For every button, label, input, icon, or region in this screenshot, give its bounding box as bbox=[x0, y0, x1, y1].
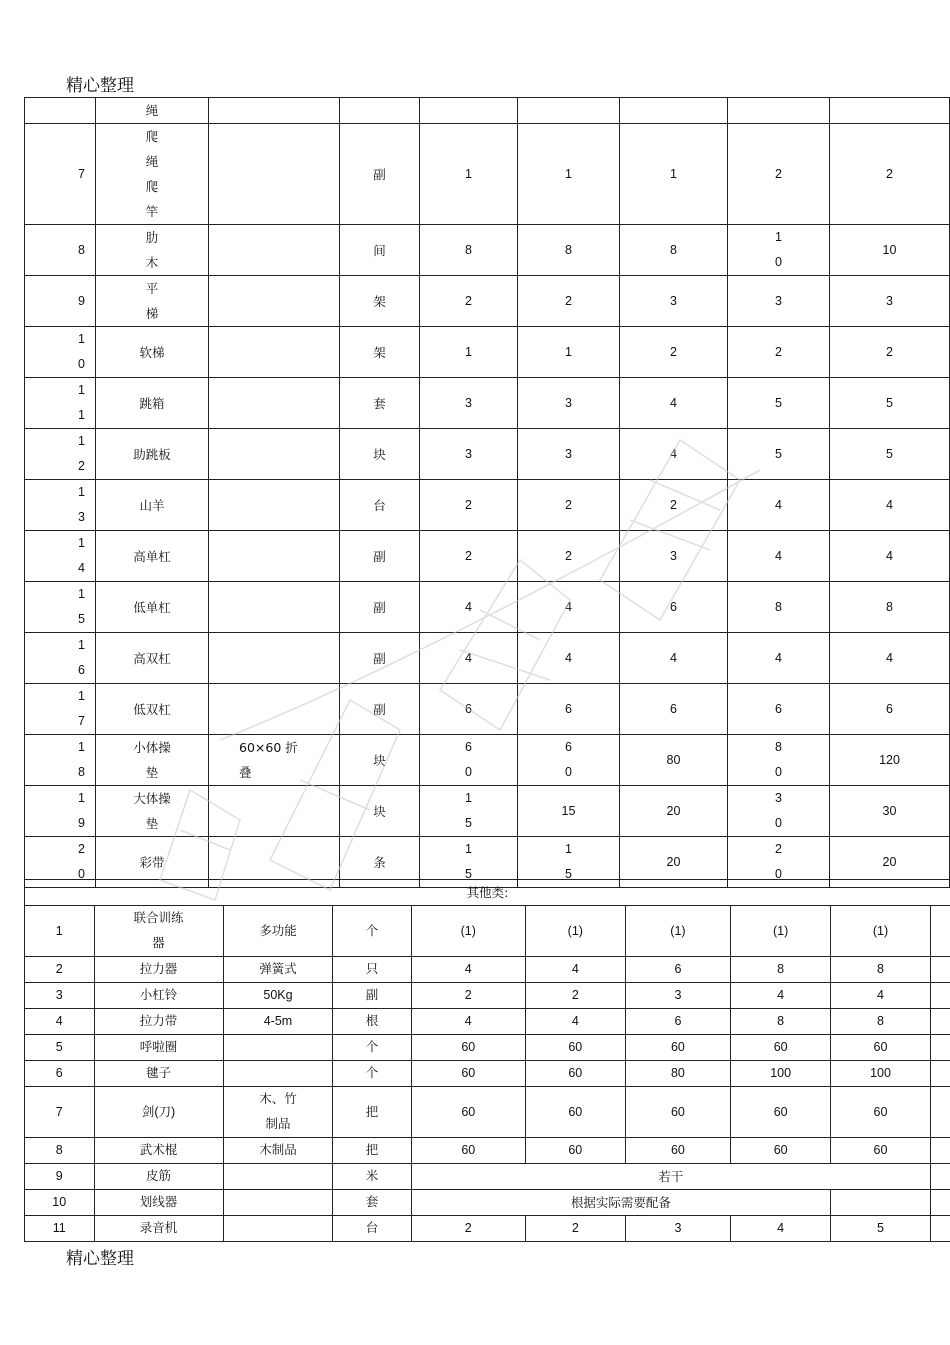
value-cell: 4 bbox=[620, 429, 728, 480]
value-cell: 8 bbox=[518, 225, 620, 276]
value-cell: 2 bbox=[518, 276, 620, 327]
edge-cell bbox=[930, 1061, 950, 1087]
no-cell: 8 bbox=[25, 225, 96, 276]
value-cell: 2 bbox=[620, 480, 728, 531]
value-cell: 60 bbox=[411, 1061, 525, 1087]
value-cell: 4 bbox=[728, 633, 830, 684]
value-cell bbox=[420, 98, 518, 124]
table-row bbox=[25, 276, 950, 327]
unit-cell: 块 bbox=[340, 786, 420, 837]
value-cell: (1) bbox=[525, 906, 625, 957]
value-cell: 30 bbox=[830, 786, 950, 837]
name-cell: 毽子 bbox=[94, 1061, 223, 1087]
value-cell: 2 bbox=[525, 983, 625, 1009]
name-cell: 爬 绳 爬 竿 bbox=[96, 124, 209, 225]
value-cell: 3 bbox=[420, 378, 518, 429]
table-row bbox=[25, 1087, 950, 1138]
no-cell bbox=[25, 98, 96, 124]
value-cell: 8 bbox=[831, 957, 931, 983]
value-cell: 6 bbox=[728, 684, 830, 735]
no-cell: 6 bbox=[25, 1061, 95, 1087]
value-cell: 60 bbox=[525, 1061, 625, 1087]
value-cell: 60 bbox=[731, 1087, 831, 1138]
value-cell: 4 bbox=[728, 480, 830, 531]
edge-cell bbox=[930, 1138, 950, 1164]
value-cell: 4 bbox=[411, 957, 525, 983]
spec-cell bbox=[209, 684, 340, 735]
spec-cell bbox=[209, 633, 340, 684]
value-cell: 80 bbox=[625, 1061, 731, 1087]
value-cell: 1 5 bbox=[420, 837, 518, 888]
no-cell: 8 bbox=[25, 1138, 95, 1164]
value-cell: 15 bbox=[518, 786, 620, 837]
unit-cell: 副 bbox=[340, 684, 420, 735]
table-row bbox=[25, 684, 950, 735]
value-cell: 60 bbox=[525, 1035, 625, 1061]
unit-cell: 副 bbox=[340, 582, 420, 633]
spec-cell bbox=[209, 124, 340, 225]
value-cell: 100 bbox=[731, 1061, 831, 1087]
edge-cell bbox=[930, 1216, 950, 1242]
value-cell: 4 bbox=[525, 1009, 625, 1035]
value-cell: 60 bbox=[731, 1138, 831, 1164]
spec-cell: 4-5m bbox=[223, 1009, 333, 1035]
equipment-table-lower bbox=[24, 879, 950, 1242]
unit-cell: 副 bbox=[333, 983, 411, 1009]
no-cell: 2 bbox=[25, 957, 95, 983]
name-cell: 低单杠 bbox=[96, 582, 209, 633]
table-row bbox=[25, 1216, 950, 1242]
value-cell: 8 bbox=[731, 957, 831, 983]
value-cell: 6 bbox=[420, 684, 518, 735]
spec-cell bbox=[209, 378, 340, 429]
value-cell: 2 bbox=[420, 276, 518, 327]
name-cell: 高双杠 bbox=[96, 633, 209, 684]
value-cell: 6 0 bbox=[420, 735, 518, 786]
unit-cell: 条 bbox=[340, 837, 420, 888]
table-row bbox=[25, 633, 950, 684]
value-cell: 60 bbox=[411, 1035, 525, 1061]
value-cell: 6 bbox=[625, 1009, 731, 1035]
edge-cell bbox=[930, 906, 950, 957]
unit-cell: 架 bbox=[340, 276, 420, 327]
value-cell: 8 bbox=[831, 1009, 931, 1035]
value-cell: 5 bbox=[728, 429, 830, 480]
value-cell: 80 bbox=[620, 735, 728, 786]
value-cell: (1) bbox=[731, 906, 831, 957]
unit-cell: 副 bbox=[340, 633, 420, 684]
name-cell: 剑(刀) bbox=[94, 1087, 223, 1138]
unit-cell bbox=[340, 98, 420, 124]
name-cell: 划线器 bbox=[94, 1190, 223, 1216]
value-cell: 60 bbox=[411, 1087, 525, 1138]
value-cell: 6 bbox=[518, 684, 620, 735]
name-cell: 拉力器 bbox=[94, 957, 223, 983]
value-cell: 1 5 bbox=[518, 837, 620, 888]
name-cell: 联合训练 器 bbox=[94, 906, 223, 957]
value-cell bbox=[728, 98, 830, 124]
value-cell: 4 bbox=[830, 633, 950, 684]
unit-cell: 只 bbox=[333, 957, 411, 983]
value-cell: 120 bbox=[830, 735, 950, 786]
value-cell: 60 bbox=[411, 1138, 525, 1164]
unit-cell: 副 bbox=[340, 531, 420, 582]
unit-cell: 块 bbox=[340, 735, 420, 786]
spec-cell: 多功能 bbox=[223, 906, 333, 957]
name-cell: 小体操 垫 bbox=[96, 735, 209, 786]
unit-cell: 间 bbox=[340, 225, 420, 276]
table-row bbox=[25, 378, 950, 429]
no-cell: 1 8 bbox=[25, 735, 96, 786]
value-cell: 8 0 bbox=[728, 735, 830, 786]
edge-cell bbox=[930, 1190, 950, 1216]
value-cell: 8 bbox=[420, 225, 518, 276]
no-cell: 1 bbox=[25, 906, 95, 957]
value-cell: 60 bbox=[525, 1138, 625, 1164]
name-cell: 跳箱 bbox=[96, 378, 209, 429]
value-cell: 2 bbox=[518, 480, 620, 531]
table-row bbox=[25, 983, 950, 1009]
value-cell: 6 bbox=[620, 684, 728, 735]
no-cell: 1 2 bbox=[25, 429, 96, 480]
no-cell: 1 1 bbox=[25, 378, 96, 429]
value-cell: 20 bbox=[620, 786, 728, 837]
value-cell: 2 bbox=[518, 531, 620, 582]
merged-value-cell: 若干 bbox=[411, 1164, 930, 1190]
table-row bbox=[25, 429, 950, 480]
spec-cell bbox=[223, 1164, 333, 1190]
spec-cell: 木制品 bbox=[223, 1138, 333, 1164]
table-row bbox=[25, 1164, 950, 1190]
value-cell: 1 bbox=[420, 124, 518, 225]
no-cell: 3 bbox=[25, 983, 95, 1009]
table-row bbox=[25, 1190, 950, 1216]
value-cell: 8 bbox=[830, 582, 950, 633]
value-cell: 2 bbox=[420, 480, 518, 531]
value-cell: 20 bbox=[620, 837, 728, 888]
value-cell: 3 bbox=[728, 276, 830, 327]
value-cell: 3 bbox=[625, 1216, 731, 1242]
value-cell bbox=[830, 98, 950, 124]
value-cell: 5 bbox=[728, 378, 830, 429]
value-cell: 2 bbox=[420, 531, 518, 582]
value-cell: 4 bbox=[830, 480, 950, 531]
value-cell: 4 bbox=[411, 1009, 525, 1035]
edge-cell bbox=[930, 1164, 950, 1190]
spec-cell: 60×60 折 叠 bbox=[209, 735, 340, 786]
value-cell: 4 bbox=[420, 582, 518, 633]
value-cell: 1 5 bbox=[420, 786, 518, 837]
value-cell: 2 bbox=[525, 1216, 625, 1242]
spec-cell bbox=[223, 1035, 333, 1061]
value-cell: 4 bbox=[518, 633, 620, 684]
name-cell: 高单杠 bbox=[96, 531, 209, 582]
value-cell: 3 bbox=[518, 378, 620, 429]
name-cell: 拉力带 bbox=[94, 1009, 223, 1035]
value-cell: 4 bbox=[420, 633, 518, 684]
page-footer: 精心整理 bbox=[66, 1249, 134, 1269]
no-cell: 7 bbox=[25, 1087, 95, 1138]
table-row bbox=[25, 906, 950, 957]
value-cell: 1 0 bbox=[728, 225, 830, 276]
name-cell: 皮筋 bbox=[94, 1164, 223, 1190]
name-cell: 软梯 bbox=[96, 327, 209, 378]
value-cell: 3 bbox=[620, 531, 728, 582]
value-cell: 1 bbox=[620, 124, 728, 225]
equipment-table-upper bbox=[24, 97, 950, 888]
unit-cell: 台 bbox=[333, 1216, 411, 1242]
value-cell: 1 bbox=[420, 327, 518, 378]
page-header: 精心整理 bbox=[66, 76, 134, 96]
value-cell: 4 bbox=[620, 378, 728, 429]
section-title: 其他类: bbox=[25, 880, 950, 906]
value-cell: 5 bbox=[830, 429, 950, 480]
name-cell: 低双杠 bbox=[96, 684, 209, 735]
value-cell: 60 bbox=[731, 1035, 831, 1061]
value-cell: 4 bbox=[518, 582, 620, 633]
no-cell: 1 3 bbox=[25, 480, 96, 531]
unit-cell: 架 bbox=[340, 327, 420, 378]
value-cell bbox=[518, 98, 620, 124]
spec-cell bbox=[209, 786, 340, 837]
no-cell: 5 bbox=[25, 1035, 95, 1061]
edge-cell bbox=[930, 957, 950, 983]
no-cell: 1 5 bbox=[25, 582, 96, 633]
no-cell: 4 bbox=[25, 1009, 95, 1035]
name-cell: 录音机 bbox=[94, 1216, 223, 1242]
table-row bbox=[25, 327, 950, 378]
value-cell: (1) bbox=[411, 906, 525, 957]
no-cell: 2 0 bbox=[25, 837, 96, 888]
table-row bbox=[25, 957, 950, 983]
table-row bbox=[25, 531, 950, 582]
value-cell: 60 bbox=[625, 1087, 731, 1138]
unit-cell: 米 bbox=[333, 1164, 411, 1190]
value-cell: 4 bbox=[525, 957, 625, 983]
value-cell: 6 bbox=[830, 684, 950, 735]
value-cell: 2 bbox=[411, 983, 525, 1009]
no-cell: 11 bbox=[25, 1216, 95, 1242]
value-cell: 4 bbox=[731, 983, 831, 1009]
unit-cell: 把 bbox=[333, 1087, 411, 1138]
value-cell: 3 bbox=[518, 429, 620, 480]
no-cell: 9 bbox=[25, 1164, 95, 1190]
unit-cell: 套 bbox=[333, 1190, 411, 1216]
value-cell: 8 bbox=[728, 582, 830, 633]
value-cell: 8 bbox=[731, 1009, 831, 1035]
value-cell: 4 bbox=[831, 983, 931, 1009]
spec-cell: 木、竹 制品 bbox=[223, 1087, 333, 1138]
unit-cell: 根 bbox=[333, 1009, 411, 1035]
spec-cell bbox=[209, 276, 340, 327]
table-row bbox=[25, 225, 950, 276]
edge-cell bbox=[930, 983, 950, 1009]
edge-cell bbox=[930, 1087, 950, 1138]
value-cell: 60 bbox=[831, 1138, 931, 1164]
name-cell: 绳 bbox=[96, 98, 209, 124]
unit-cell: 个 bbox=[333, 906, 411, 957]
value-cell: (1) bbox=[625, 906, 731, 957]
value-cell: 4 bbox=[728, 531, 830, 582]
spec-cell bbox=[223, 1190, 333, 1216]
table-row bbox=[25, 1138, 950, 1164]
spec-cell: 弹簧式 bbox=[223, 957, 333, 983]
table-row bbox=[25, 582, 950, 633]
spec-cell: 50Kg bbox=[223, 983, 333, 1009]
spec-cell bbox=[209, 480, 340, 531]
value-cell: 4 bbox=[830, 531, 950, 582]
value-cell: 2 bbox=[620, 327, 728, 378]
table-row bbox=[25, 1009, 950, 1035]
spec-cell bbox=[209, 327, 340, 378]
value-cell: 2 bbox=[728, 327, 830, 378]
value-cell: 60 bbox=[831, 1087, 931, 1138]
unit-cell: 台 bbox=[340, 480, 420, 531]
name-cell: 大体操 垫 bbox=[96, 786, 209, 837]
name-cell: 肋 木 bbox=[96, 225, 209, 276]
value-cell: 2 0 bbox=[728, 837, 830, 888]
table-row bbox=[25, 480, 950, 531]
spec-cell bbox=[209, 429, 340, 480]
value-cell: 3 0 bbox=[728, 786, 830, 837]
name-cell: 武术棍 bbox=[94, 1138, 223, 1164]
table-row bbox=[25, 98, 950, 124]
table-row bbox=[25, 735, 950, 786]
value-cell: 5 bbox=[831, 1216, 931, 1242]
unit-cell: 块 bbox=[340, 429, 420, 480]
no-cell: 7 bbox=[25, 124, 96, 225]
value-cell: 4 bbox=[620, 633, 728, 684]
name-cell: 呼啦圈 bbox=[94, 1035, 223, 1061]
no-cell: 1 9 bbox=[25, 786, 96, 837]
spec-cell bbox=[209, 582, 340, 633]
unit-cell: 个 bbox=[333, 1035, 411, 1061]
spec-cell bbox=[209, 98, 340, 124]
empty-cell bbox=[831, 1190, 931, 1216]
edge-cell bbox=[930, 1009, 950, 1035]
spec-cell bbox=[223, 1061, 333, 1087]
no-cell: 1 4 bbox=[25, 531, 96, 582]
name-cell: 彩带 bbox=[96, 837, 209, 888]
value-cell: 60 bbox=[625, 1138, 731, 1164]
spec-cell bbox=[209, 531, 340, 582]
value-cell: 4 bbox=[731, 1216, 831, 1242]
name-cell: 山羊 bbox=[96, 480, 209, 531]
name-cell: 助跳板 bbox=[96, 429, 209, 480]
unit-cell: 副 bbox=[340, 124, 420, 225]
value-cell: 60 bbox=[831, 1035, 931, 1061]
value-cell: 3 bbox=[830, 276, 950, 327]
value-cell: 2 bbox=[830, 124, 950, 225]
table-row bbox=[25, 124, 950, 225]
value-cell: 1 bbox=[518, 327, 620, 378]
value-cell: (1) bbox=[831, 906, 931, 957]
name-cell: 平 梯 bbox=[96, 276, 209, 327]
value-cell: 100 bbox=[831, 1061, 931, 1087]
no-cell: 1 0 bbox=[25, 327, 96, 378]
unit-cell: 把 bbox=[333, 1138, 411, 1164]
value-cell: 2 bbox=[411, 1216, 525, 1242]
value-cell: 2 bbox=[830, 327, 950, 378]
value-cell: 6 bbox=[620, 582, 728, 633]
table-row bbox=[25, 786, 950, 837]
value-cell: 5 bbox=[830, 378, 950, 429]
no-cell: 10 bbox=[25, 1190, 95, 1216]
value-cell: 20 bbox=[830, 837, 950, 888]
value-cell: 6 bbox=[625, 957, 731, 983]
value-cell: 3 bbox=[420, 429, 518, 480]
table-row bbox=[25, 1035, 950, 1061]
value-cell: 2 bbox=[728, 124, 830, 225]
value-cell: 1 bbox=[518, 124, 620, 225]
merged-value-cell: 根据实际需要配备 bbox=[411, 1190, 830, 1216]
spec-cell bbox=[223, 1216, 333, 1242]
spec-cell bbox=[209, 225, 340, 276]
no-cell: 1 6 bbox=[25, 633, 96, 684]
name-cell: 小杠铃 bbox=[94, 983, 223, 1009]
table-row bbox=[25, 1061, 950, 1087]
unit-cell: 套 bbox=[340, 378, 420, 429]
no-cell: 9 bbox=[25, 276, 96, 327]
value-cell bbox=[620, 98, 728, 124]
value-cell: 3 bbox=[625, 983, 731, 1009]
value-cell: 60 bbox=[525, 1087, 625, 1138]
no-cell: 1 7 bbox=[25, 684, 96, 735]
value-cell: 8 bbox=[620, 225, 728, 276]
unit-cell: 个 bbox=[333, 1061, 411, 1087]
value-cell: 6 0 bbox=[518, 735, 620, 786]
value-cell: 10 bbox=[830, 225, 950, 276]
edge-cell bbox=[930, 1035, 950, 1061]
value-cell: 3 bbox=[620, 276, 728, 327]
value-cell: 60 bbox=[625, 1035, 731, 1061]
